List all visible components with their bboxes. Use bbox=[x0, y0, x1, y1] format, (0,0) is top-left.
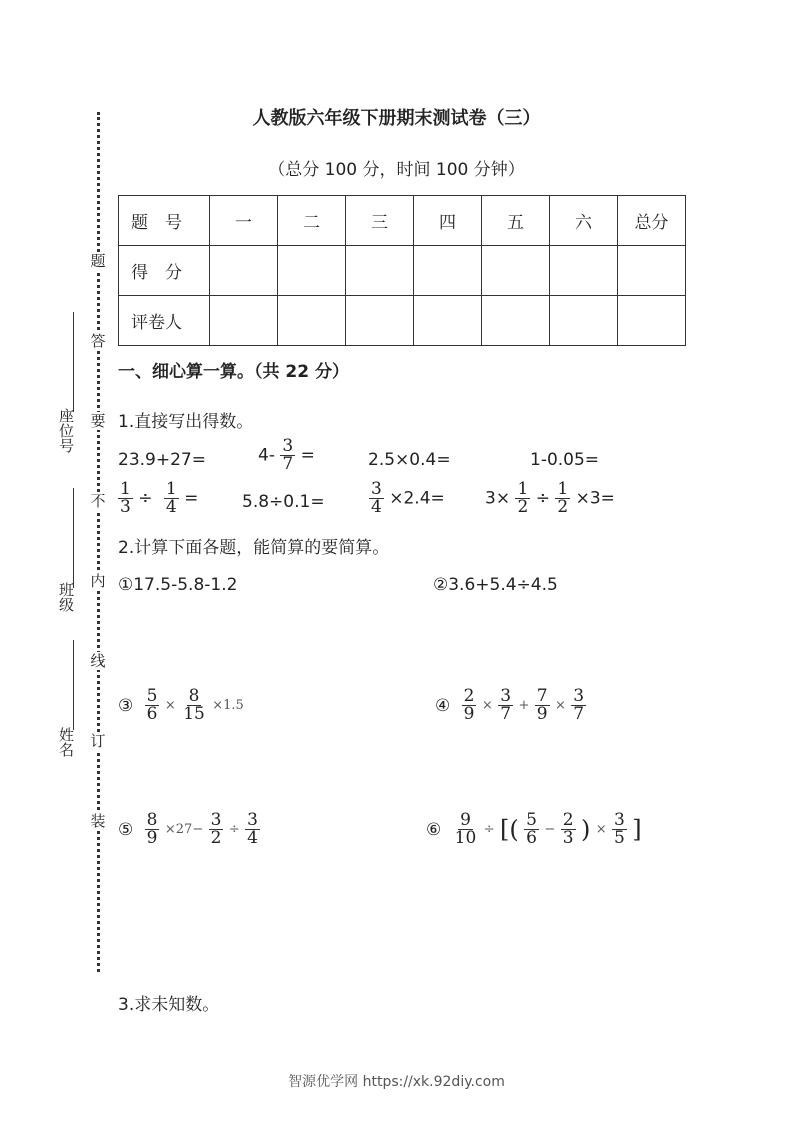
fraction bbox=[612, 812, 627, 847]
operator: ÷ bbox=[483, 822, 495, 837]
table-cell: 二 bbox=[278, 196, 346, 246]
binding-char: 订 bbox=[87, 732, 109, 750]
fraction bbox=[571, 688, 586, 723]
grader-input-cell[interactable] bbox=[414, 296, 482, 346]
binding-dotted-line bbox=[97, 112, 100, 972]
problem bbox=[369, 481, 445, 516]
exam-title: 人教版六年级下册期末测试卷（三） bbox=[252, 108, 541, 129]
denominator: 6 bbox=[146, 704, 158, 724]
table-cell: 评卷人 bbox=[119, 296, 210, 346]
numerator: 1 bbox=[557, 479, 569, 499]
problem bbox=[435, 688, 586, 723]
class-underline bbox=[73, 488, 74, 588]
operator: ×1.5 bbox=[212, 698, 244, 713]
binding-char: 答 bbox=[87, 332, 109, 350]
grader-input-cell[interactable] bbox=[482, 296, 550, 346]
numerator: 8 bbox=[188, 686, 200, 706]
binding-char: 内 bbox=[87, 572, 109, 590]
score-input-cell[interactable] bbox=[618, 246, 686, 296]
table-cell: 六 bbox=[550, 196, 618, 246]
operator: − bbox=[544, 822, 556, 837]
operator: × bbox=[164, 698, 176, 713]
problem: 5.8÷0.1= bbox=[242, 492, 325, 512]
problem-number: ⑤ bbox=[118, 819, 134, 840]
denominator: 2 bbox=[557, 497, 569, 517]
denominator: 5 bbox=[614, 828, 625, 848]
score-table bbox=[118, 195, 686, 346]
operator: × bbox=[554, 698, 566, 713]
denominator: 4 bbox=[371, 497, 382, 517]
name-label: 姓名 bbox=[57, 727, 75, 757]
seat-underline bbox=[73, 312, 74, 412]
fraction bbox=[245, 812, 260, 847]
denominator: 9 bbox=[146, 828, 158, 848]
problem-text: 3× bbox=[485, 488, 511, 509]
score-input-cell[interactable] bbox=[414, 246, 482, 296]
numerator: 3 bbox=[614, 810, 625, 830]
numerator: 3 bbox=[247, 810, 258, 830]
score-input-cell[interactable] bbox=[550, 246, 618, 296]
fraction bbox=[498, 688, 513, 723]
problem-text: = bbox=[184, 488, 199, 509]
denominator: 4 bbox=[247, 828, 258, 848]
table-cell: 题 号 bbox=[119, 196, 210, 246]
numerator: 3 bbox=[573, 686, 585, 706]
fraction bbox=[145, 812, 160, 847]
score-input-cell[interactable] bbox=[278, 246, 346, 296]
numerator: 5 bbox=[526, 810, 537, 830]
numerator: 7 bbox=[536, 686, 548, 706]
bracket: ) bbox=[580, 815, 591, 844]
problem bbox=[258, 438, 315, 473]
operator: × bbox=[481, 698, 493, 713]
operator: + bbox=[518, 698, 530, 713]
fraction bbox=[453, 812, 479, 847]
class-label: 班级 bbox=[57, 582, 75, 612]
problem: 2.5×0.4= bbox=[368, 450, 451, 470]
fraction bbox=[369, 481, 384, 516]
fraction bbox=[561, 812, 576, 847]
fraction bbox=[555, 481, 570, 516]
fraction bbox=[209, 812, 224, 847]
table-cell: 一 bbox=[210, 196, 278, 246]
question-title: 1.直接写出得数。 bbox=[118, 412, 254, 432]
question-title: 2.计算下面各题，能简算的要简算。 bbox=[118, 538, 390, 558]
fraction bbox=[515, 481, 530, 516]
operator: ÷ bbox=[138, 488, 153, 509]
denominator: 7 bbox=[573, 704, 585, 724]
denominator: 10 bbox=[454, 828, 477, 848]
score-input-cell[interactable] bbox=[210, 246, 278, 296]
problem-number: ④ bbox=[435, 695, 451, 716]
denominator: 6 bbox=[526, 828, 537, 848]
numerator: 1 bbox=[517, 479, 529, 499]
problem-text: ×3= bbox=[575, 488, 615, 509]
problem-number: ③ bbox=[118, 695, 134, 716]
seat-label: 座位号 bbox=[57, 408, 75, 453]
grader-input-cell[interactable] bbox=[278, 296, 346, 346]
bracket: [( bbox=[500, 815, 519, 844]
fraction bbox=[462, 688, 477, 723]
table-cell: 四 bbox=[414, 196, 482, 246]
problem bbox=[118, 688, 244, 723]
problem: ①17.5-5.8-1.2 bbox=[118, 575, 238, 595]
fraction bbox=[280, 438, 295, 473]
table-row bbox=[119, 246, 686, 296]
binding-char: 题 bbox=[87, 252, 109, 270]
fraction bbox=[181, 688, 207, 723]
binding-char: 装 bbox=[87, 812, 109, 830]
problem: ②3.6+5.4÷4.5 bbox=[433, 575, 558, 595]
section-title: 一、细心算一算。（共 22 分） bbox=[118, 362, 349, 382]
problem: 23.9+27= bbox=[118, 450, 206, 470]
numerator: 1 bbox=[165, 479, 177, 499]
question-title: 3.求未知数。 bbox=[118, 995, 220, 1015]
grader-input-cell[interactable] bbox=[346, 296, 414, 346]
operator: × bbox=[595, 822, 607, 837]
operator: ÷ bbox=[228, 822, 240, 837]
problem bbox=[118, 812, 260, 847]
problem-text: = bbox=[300, 445, 315, 466]
denominator: 3 bbox=[562, 828, 574, 848]
grader-input-cell[interactable] bbox=[618, 296, 686, 346]
denominator: 2 bbox=[210, 828, 222, 848]
table-cell: 三 bbox=[346, 196, 414, 246]
operator: ÷ bbox=[535, 488, 550, 509]
numerator: 1 bbox=[120, 479, 131, 499]
numerator: 2 bbox=[562, 810, 574, 830]
denominator: 7 bbox=[500, 704, 512, 724]
problem bbox=[485, 481, 615, 516]
table-row bbox=[119, 296, 686, 346]
numerator: 3 bbox=[371, 479, 382, 499]
fraction bbox=[535, 688, 550, 723]
fraction bbox=[524, 812, 539, 847]
denominator: 2 bbox=[517, 497, 529, 517]
denominator: 3 bbox=[120, 497, 131, 517]
fraction bbox=[145, 688, 160, 723]
problem-text: ×2.4= bbox=[389, 488, 445, 509]
numerator: 3 bbox=[500, 686, 512, 706]
problem: 1-0.05= bbox=[530, 450, 600, 470]
score-input-cell[interactable] bbox=[346, 246, 414, 296]
numerator: 8 bbox=[146, 810, 158, 830]
grader-input-cell[interactable] bbox=[210, 296, 278, 346]
bracket: ] bbox=[632, 815, 642, 844]
denominator: 4 bbox=[165, 497, 177, 517]
table-row bbox=[119, 196, 686, 246]
binding-char: 要 bbox=[87, 412, 109, 430]
numerator: 9 bbox=[460, 810, 471, 830]
numerator: 5 bbox=[146, 686, 158, 706]
name-underline bbox=[73, 640, 74, 730]
fraction bbox=[118, 481, 133, 516]
problem bbox=[426, 812, 642, 847]
denominator: 15 bbox=[183, 704, 205, 724]
table-cell: 五 bbox=[482, 196, 550, 246]
table-cell: 得 分 bbox=[119, 246, 210, 296]
problem-text: 4- bbox=[258, 445, 275, 466]
exam-subtitle: （总分 100 分，时间 100 分钟） bbox=[268, 160, 525, 180]
problem bbox=[118, 481, 198, 516]
numerator: 2 bbox=[463, 686, 475, 706]
denominator: 9 bbox=[463, 704, 475, 724]
numerator: 3 bbox=[282, 436, 294, 456]
denominator: 7 bbox=[282, 454, 294, 474]
fraction bbox=[164, 481, 179, 516]
grader-input-cell[interactable] bbox=[550, 296, 618, 346]
numerator: 3 bbox=[210, 810, 222, 830]
problem-number: ⑥ bbox=[426, 819, 442, 840]
binding-char: 线 bbox=[87, 652, 109, 670]
score-input-cell[interactable] bbox=[482, 246, 550, 296]
operator: ×27− bbox=[164, 822, 204, 837]
footer-watermark: 智源优学网 https://xk.92diy.com bbox=[288, 1074, 505, 1090]
table-cell: 总分 bbox=[618, 196, 686, 246]
binding-char: 不 bbox=[87, 492, 109, 510]
denominator: 9 bbox=[536, 704, 548, 724]
